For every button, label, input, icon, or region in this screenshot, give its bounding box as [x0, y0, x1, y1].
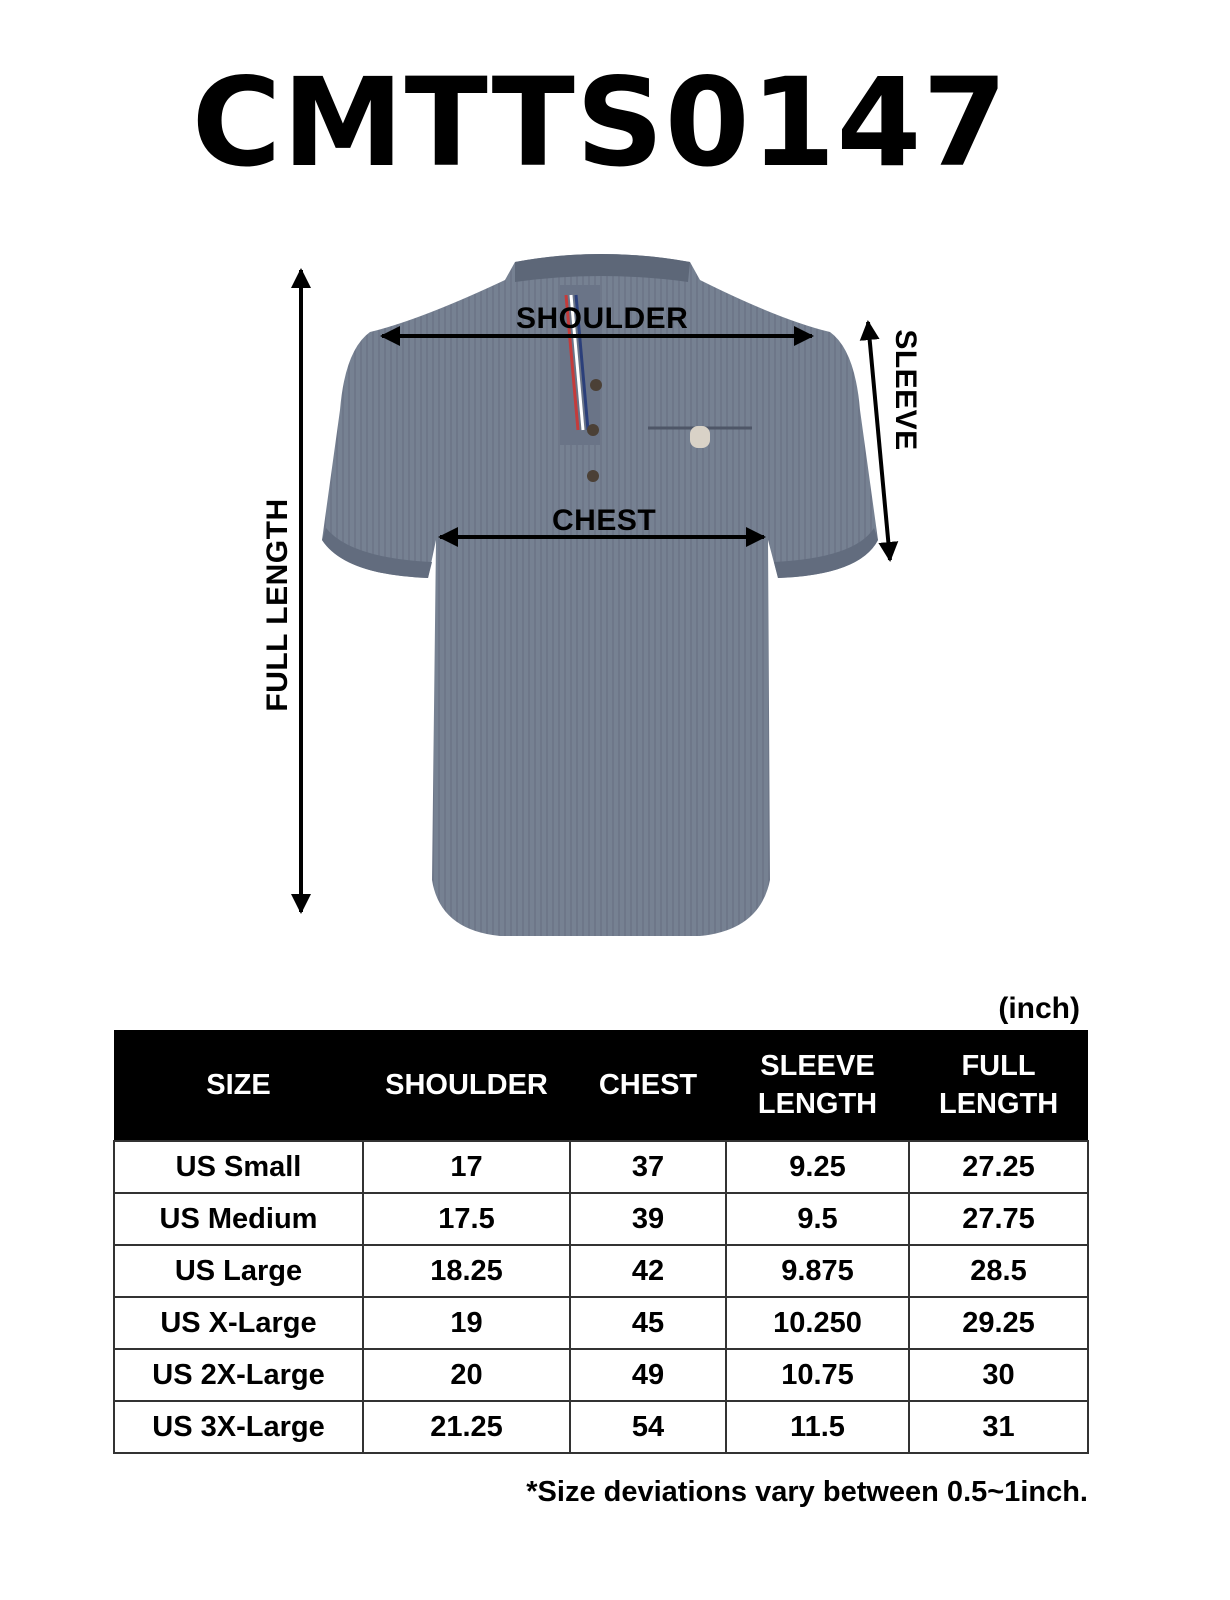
size-diagram [0, 240, 1230, 960]
product-code-title: CMTTS0147 [191, 52, 1009, 194]
cell-shoulder: 19 [363, 1297, 570, 1349]
cell-sleeve: 10.250 [726, 1297, 909, 1349]
cell-size: US 3X-Large [114, 1401, 363, 1453]
cell-sleeve: 11.5 [726, 1401, 909, 1453]
cell-chest: 45 [570, 1297, 726, 1349]
header-full-length: FULL LENGTH [909, 1030, 1088, 1141]
cell-chest: 42 [570, 1245, 726, 1297]
table-row [114, 1401, 1088, 1453]
shirt-illustration [0, 240, 1230, 960]
cell-full-length: 30 [909, 1349, 1088, 1401]
cell-full-length: 27.75 [909, 1193, 1088, 1245]
table-row [114, 1193, 1088, 1245]
cell-shoulder: 17.5 [363, 1193, 570, 1245]
cell-size: US 2X-Large [114, 1349, 363, 1401]
sleeve-label: SLEEVE [889, 329, 922, 451]
cell-size: US Large [114, 1245, 363, 1297]
size-deviation-note: *Size deviations vary between 0.5~1inch. [526, 1476, 1088, 1508]
cell-chest: 39 [570, 1193, 726, 1245]
cell-chest: 37 [570, 1141, 726, 1193]
shoulder-label: SHOULDER [516, 302, 689, 335]
cell-sleeve: 9.25 [726, 1141, 909, 1193]
cell-full-length: 28.5 [909, 1245, 1088, 1297]
cell-size: US Medium [114, 1193, 363, 1245]
cell-sleeve: 10.75 [726, 1349, 909, 1401]
header-sleeve-length: SLEEVE LENGTH [726, 1030, 909, 1141]
table-header-row [114, 1030, 1088, 1141]
cell-sleeve: 9.875 [726, 1245, 909, 1297]
unit-label: (inch) [998, 992, 1080, 1025]
table-row [114, 1245, 1088, 1297]
cell-full-length: 29.25 [909, 1297, 1088, 1349]
cell-shoulder: 17 [363, 1141, 570, 1193]
shirt-icon [322, 254, 878, 936]
chest-label: CHEST [552, 504, 657, 537]
cell-size: US Small [114, 1141, 363, 1193]
cell-sleeve: 9.5 [726, 1193, 909, 1245]
size-chart-table [113, 1030, 1089, 1454]
cell-chest: 49 [570, 1349, 726, 1401]
cell-chest: 54 [570, 1401, 726, 1453]
header-chest: CHEST [570, 1030, 726, 1141]
cell-full-length: 27.25 [909, 1141, 1088, 1193]
header-shoulder: SHOULDER [363, 1030, 570, 1141]
cell-shoulder: 21.25 [363, 1401, 570, 1453]
full-length-label: FULL LENGTH [261, 498, 294, 712]
table-row [114, 1141, 1088, 1193]
cell-size: US X-Large [114, 1297, 363, 1349]
cell-shoulder: 18.25 [363, 1245, 570, 1297]
header-size: SIZE [114, 1030, 363, 1141]
table-row [114, 1349, 1088, 1401]
cell-full-length: 31 [909, 1401, 1088, 1453]
cell-shoulder: 20 [363, 1349, 570, 1401]
table-row [114, 1297, 1088, 1349]
